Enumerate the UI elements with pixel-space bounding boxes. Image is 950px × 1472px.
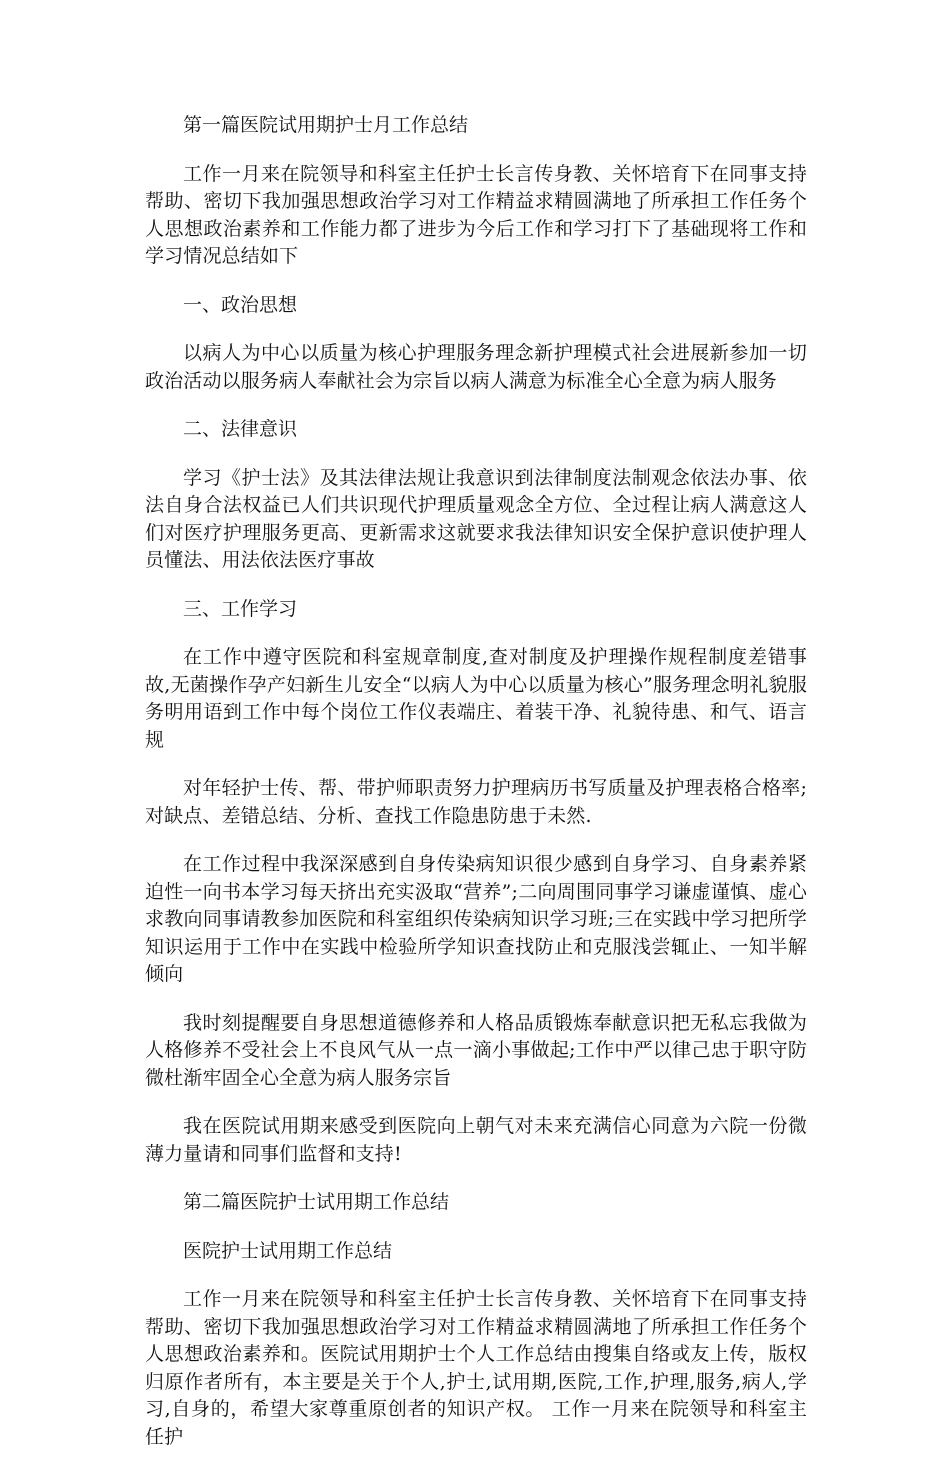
section-heading-politics: 一、政治思想	[183, 293, 298, 316]
law-paragraph: 学习《护士法》及其法律法规让我意识到法律制度法制观念依法办事、依法自身合法权益已人们共识现代护理质量观念全方位、全过程让病人满意这人们对医疗护理服务更高、更新需求这就要求我法律知识安全保护意识使护理人员懂法、用法依法医疗事故	[145, 466, 807, 571]
section-heading-law: 二、法律意识	[183, 418, 298, 440]
section-heading-work-study: 三、工作学习	[183, 597, 298, 620]
work-paragraph-1: 在工作中遵守医院和科室规章制度,查对制度及护理操作规程制度差错事故,无菌操作孕产妇新生儿安全“以病人为中心以质量为核心”服务理念明礼貌服务明用语到工作中每个岗位工作仪表端庄、着装干净、礼貌待患、和气、语言规	[145, 646, 807, 751]
intro-paragraph: 工作一月来在院领导和科室主任护士长言传身教、关怀培育下在同事支持帮助、密切下我加强思想政治学习对工作精益求精圆满地了所承担工作任务个人思想政治素养和工作能力都了进步为今后工作和学习打下了基础现将工作和学习情况总结如下	[145, 162, 807, 267]
work-paragraph-4: 我时刻提醒要自身思想道德修养和人格品质锻炼奉献意识把无私忘我做为人格修养不受社会上不良风气从一点一滴小事做起;工作中严以律己忠于职守防微杜渐牢固全心全意为病人服务宗旨	[145, 1011, 807, 1089]
article-1-title: 第一篇医院试用期护士月工作总结	[183, 114, 469, 136]
article-2-paragraph: 工作一月来在院领导和科室主任护士长言传身教、关怀培育下在同事支持帮助、密切下我加强思想政治学习对工作精益求精圆满地了所承担工作任务个人思想政治素养和。医院试用期护士个人工作总结由搜集自络或友上传，版权归原作者所有，本主要是关于个人,护士,试用期,医院,工作,护理,服务,病人,学习,自身的，希望大家尊重原创者的知识产权。 工作一月来在院领导和科室主任护	[145, 1288, 807, 1448]
article-2-title: 第二篇医院护士试用期工作总结	[183, 1191, 450, 1213]
work-paragraph-3: 在工作过程中我深深感到自身传染病知识很少感到自身学习、自身素养紧迫性一向书本学习每天挤出充实汲取“营养”;二向周围同事学习谦虚谨慎、虚心求教向同事请教参加医院和科室组织传染病知识学习班;三在实践中学习把所学知识运用于工作中在实践中检验所学知识查找防止和克服浅尝辄止、一知半解倾向	[145, 853, 807, 985]
work-paragraph-2: 对年轻护士传、帮、带护师职责努力护理病历书写质量及护理表格合格率;对缺点、差错总结、分析、查找工作隐患防患于未然.	[145, 777, 807, 827]
politics-paragraph: 以病人为中心以质量为核心护理服务理念新护理模式社会进展新参加一切政治活动以服务病人奉献社会为宗旨以病人满意为标准全心全意为病人服务	[145, 342, 807, 392]
closing-paragraph: 我在医院试用期来感受到医院向上朝气对未来充满信心同意为六院一份微薄力量请和同事们监督和支持!	[145, 1115, 807, 1165]
article-2-subtitle: 医院护士试用期工作总结	[183, 1239, 393, 1262]
document-page	[145, 112, 807, 1472]
